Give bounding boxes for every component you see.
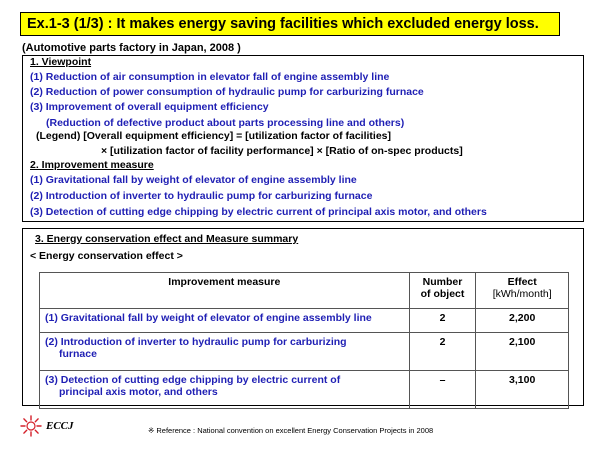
conservation-box — [22, 228, 584, 406]
row-measure: (1) Gravitational fall by weight of elevator of engine assembly line — [40, 309, 410, 333]
viewpoint-box — [22, 55, 584, 222]
conservation-subheading: < Energy conservation effect > — [30, 250, 183, 262]
row-effect: 2,200 — [476, 309, 569, 333]
footnote: ※ Reference : National convention on excellent Energy Conservation Projects in 2008 — [148, 426, 434, 435]
row-effect: 3,100 — [476, 371, 569, 409]
improvement-item-2: (2) Introduction of inverter to hydraulic pump for carburizing furnace — [30, 190, 373, 202]
row-number: 2 — [409, 333, 476, 371]
row-number: – — [409, 371, 476, 409]
eccj-logo-text: ECCJ — [46, 420, 74, 432]
improvement-heading: 2. Improvement measure — [30, 159, 154, 171]
legend-line-2: × [utilization factor of facility performance] × [Ratio of on-spec products] — [101, 145, 463, 157]
table-row — [40, 333, 569, 371]
viewpoint-item-1: (1) Reduction of air consumption in elevator fall of engine assembly line — [30, 71, 390, 83]
improvement-item-3: (3) Detection of cutting edge chipping by electric current of principal axis motor, and others — [30, 206, 487, 218]
viewpoint-item-3: (3) Improvement of overall equipment efficiency — [30, 101, 269, 113]
header-number: Number of object — [409, 273, 476, 309]
row-measure: (2) Introduction of inverter to hydraulic pump for carburizing furnace — [40, 333, 410, 371]
viewpoint-heading: 1. Viewpoint — [30, 56, 92, 68]
eccj-logo-icon — [20, 415, 42, 437]
row-measure: (3) Detection of cutting edge chipping by electric current of principal axis motor, and others — [40, 371, 410, 409]
row-number: 2 — [409, 309, 476, 333]
table-header-row — [40, 273, 569, 309]
effect-table — [39, 272, 569, 409]
page-title: Ex.1-3 (1/3) : It makes energy saving facilities which excluded energy loss. — [20, 12, 560, 36]
table-row — [40, 371, 569, 409]
conservation-heading: 3. Energy conservation effect and Measure summary — [35, 233, 299, 245]
subtitle: (Automotive parts factory in Japan, 2008 ) — [22, 42, 241, 54]
legend-line-1: (Legend) [Overall equipment efficiency] = [utilization factor of facilities] — [36, 130, 392, 142]
header-effect: Effect [kWh/month] — [476, 273, 569, 309]
row-effect: 2,100 — [476, 333, 569, 371]
improvement-item-1: (1) Gravitational fall by weight of elevator of engine assembly line — [30, 174, 357, 186]
eccj-logo — [20, 415, 74, 437]
header-measure: Improvement measure — [40, 273, 410, 309]
viewpoint-note: (Reduction of defective product about parts processing line and others) — [46, 117, 405, 129]
viewpoint-item-2: (2) Reduction of power consumption of hydraulic pump for carburizing furnace — [30, 86, 424, 98]
table-row — [40, 309, 569, 333]
